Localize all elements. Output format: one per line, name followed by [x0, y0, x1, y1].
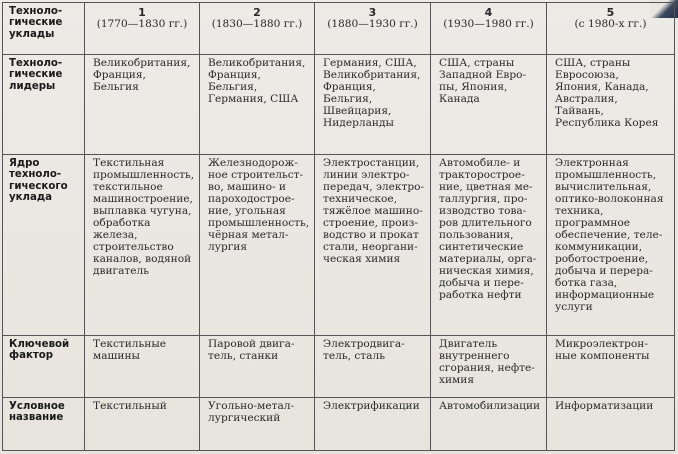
table-cell: Великобритания, Франция, Бельгия: [85, 55, 200, 155]
table-cell: Электронная промышленность, вычислительная, оптико-волоконная техника, программное обеспечение, теле- коммуникации, роботостроение, добыча и перера- ботка газа, информационные услуги: [547, 155, 675, 336]
table-row-core: [3, 155, 675, 336]
table-cell: Текстильная промышленность, текстильное машиностроение, выплавка чугуна, обработка железа, строительство каналов, водяной двигатель: [85, 155, 200, 336]
column-number: 4: [484, 6, 493, 19]
table-header-row: [3, 3, 675, 55]
table-row-leaders: [3, 55, 675, 155]
column-number: 1: [138, 6, 146, 19]
column-number: 2: [253, 6, 261, 19]
table-cell: США, страны Евросоюза, Япония, Канада, Австралия, Тайвань, Республика Корея: [547, 55, 675, 155]
column-period: (1930—1980 гг.): [443, 18, 534, 31]
column-number: 5: [606, 6, 615, 19]
column-number: 3: [368, 6, 377, 19]
column-period: (1880—1930 гг.): [327, 18, 418, 31]
technological-modes-table: [2, 2, 675, 451]
table-cell: Электродвига- тель, сталь: [315, 336, 431, 398]
column-period: (1770—1830 гг.): [96, 18, 188, 31]
column-header-3: [315, 3, 431, 55]
table-cell: Информатизации: [547, 398, 675, 451]
column-header-1: [85, 3, 200, 55]
table-cell: Автомобилизации: [431, 398, 547, 451]
column-header-5: [547, 3, 675, 55]
row-label: Ключевой фактор: [3, 336, 85, 398]
table-cell: Микроэлектрон- ные компоненты: [547, 336, 675, 398]
table-cell: Германия, США, Великобритания, Франция, Бельгия, Швейцария, Нидерланды: [315, 55, 431, 155]
table-cell: США, страны Западной Евро- пы, Япония, Канада: [431, 55, 547, 155]
table-cell: Угольно-метал- лургический: [200, 398, 315, 451]
table-cell: Паровой двига- тель, станки: [200, 336, 315, 398]
table-cell: Текстильный: [85, 398, 200, 451]
column-header-4: [431, 3, 547, 55]
row-label: Техноло- гические лидеры: [3, 55, 85, 155]
row-label: Ядро техноло- гического уклада: [3, 155, 85, 336]
table-cell: Текстильные машины: [85, 336, 200, 398]
table-row-key-factor: [3, 336, 675, 398]
column-header-2: [200, 3, 315, 55]
table-cell: Железнодорож- ное строительст- во, машино- и пароходострое- ние, угольная промышленность, чёрная метал- лургия: [200, 155, 315, 336]
column-period: (1830—1880 гг.): [211, 18, 303, 31]
row-label: Условное название: [3, 398, 85, 451]
corner-header-label: Техноло- гические уклады: [3, 3, 85, 55]
table-row-name: [3, 398, 675, 451]
table-cell: Великобритания, Франция, Бельгия, Германия, США: [200, 55, 315, 155]
table-cell: Электростанции, линии электро- передач, электро- техническое, тяжёлое машино- строение, произ- водство и прокат стали, неоргани- ческая химия: [315, 155, 431, 336]
column-period: (с 1980-х гг.): [574, 18, 647, 31]
table-cell: Автомобиле- и тракторострое- ние, цветная ме- таллургия, про- изводство това- ров длительного пользования, синтетические материалы, орга- ническая химия, добыча и пере- работка нефти: [431, 155, 547, 336]
table-cell: Двигатель внутреннего сгорания, нефте- химия: [431, 336, 547, 398]
table-cell: Электрификации: [315, 398, 431, 451]
